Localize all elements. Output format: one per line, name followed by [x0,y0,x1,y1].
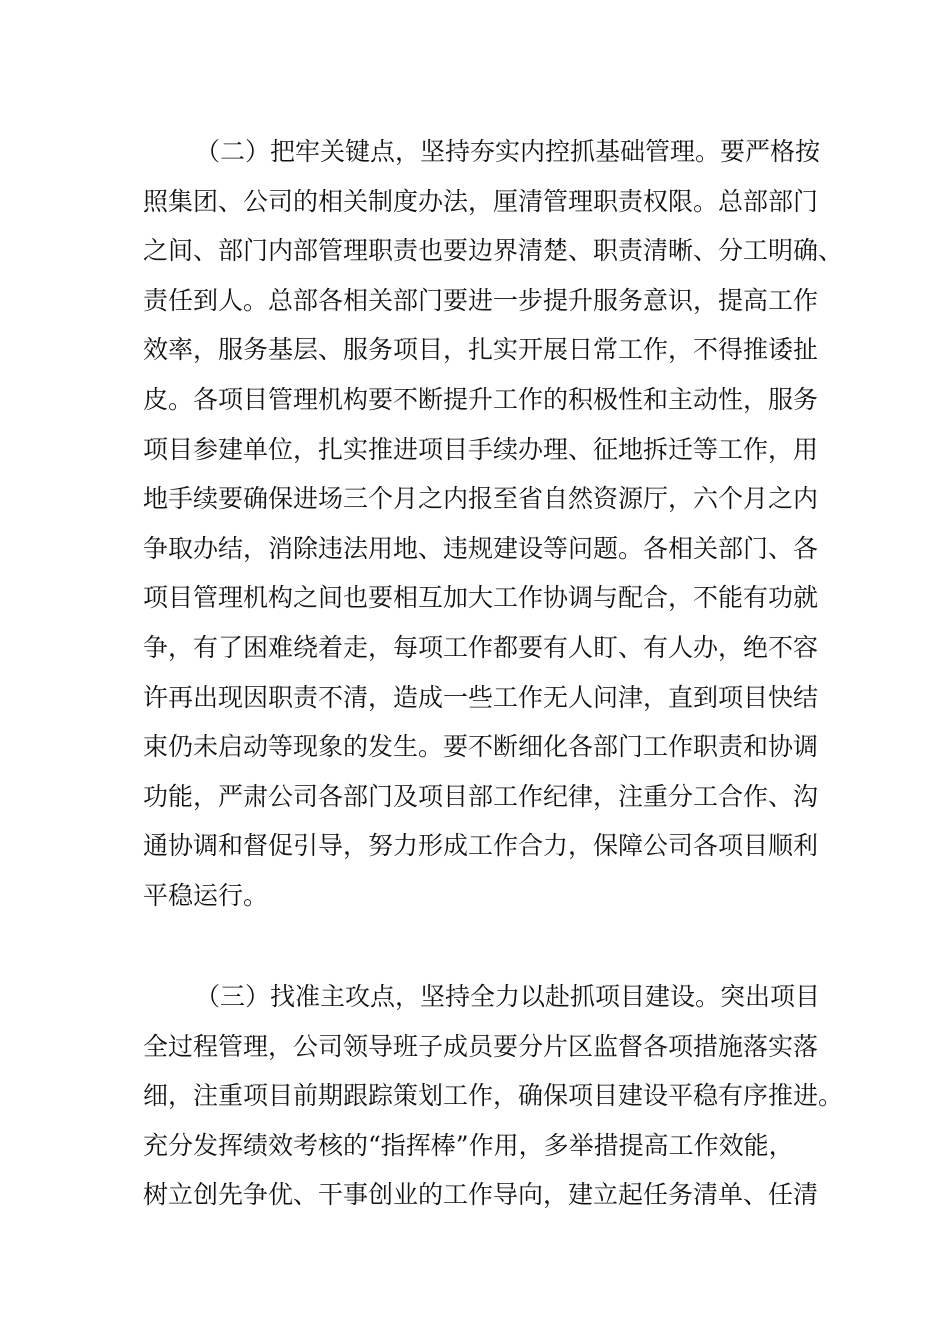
paragraph-project-construction [143,972,844,1220]
text-line: 全过程管理，公司领导班子成员要分片区监督各项措施落实落 [143,1031,819,1061]
text-line: 皮。各项目管理机构要不断提升工作的积极性和主动性，服务 [143,384,819,414]
text-line: 争取办结，消除违法用地、违规建设等问题。各相关部门、各 [143,533,819,563]
text-line: 地手续要确保进场三个月之内报至省自然资源厅，六个月之内 [143,484,819,514]
text-line: 之间、部门内部管理职责也要边界清楚、职责清晰、分工明确、 [143,236,844,266]
text-line: 效率，服务基层、服务项目，扎实开展日常工作，不得推诿扯 [143,335,819,365]
text-line: 平稳运行。 [143,880,269,910]
text-line: 束仍未启动等现象的发生。要不断细化各部门工作职责和协调 [143,732,819,762]
text-line: 许再出现因职责不清，造成一些工作无人问津，直到项目快结 [143,682,819,712]
text-line: 照集团、公司的相关制度办法，厘清管理职责权限。总部部门 [143,186,819,216]
text-line: 通协调和督促引导，努力形成工作合力，保障公司各项目顺利 [143,831,819,861]
paragraph-internal-control [143,127,844,921]
text-line: 项目管理机构之间也要相互加大工作协调与配合，不能有功就 [143,583,819,613]
text-line: 责任到人。总部各相关部门要进一步提升服务意识，提高工作 [143,285,819,315]
text-line: 项目参建单位，扎实推进项目手续办理、征地拆迁等工作，用 [143,434,819,464]
text-line: 功能，严肃公司各部门及项目部工作纪律，注重分工合作、沟 [143,781,819,811]
text-line: 细，注重项目前期跟踪策划工作，确保项目建设平稳有序推进。 [143,1081,844,1111]
text-line: （三）找准主攻点，坚持全力以赴抓项目建设。突出项目 [195,982,821,1011]
text-line: （二）把牢关键点，坚持夯实内控抓基础管理。要严格按 [195,137,821,166]
text-line: 充分发挥绩效考核的“指挥棒”作用，多举措提高工作效能， [143,1130,794,1160]
text-line: 争，有了困难绕着走，每项工作都要有人盯、有人办，绝不容 [143,632,819,662]
text-line: 树立创先争优、干事创业的工作导向，建立起任务清单、任清 [143,1180,819,1210]
